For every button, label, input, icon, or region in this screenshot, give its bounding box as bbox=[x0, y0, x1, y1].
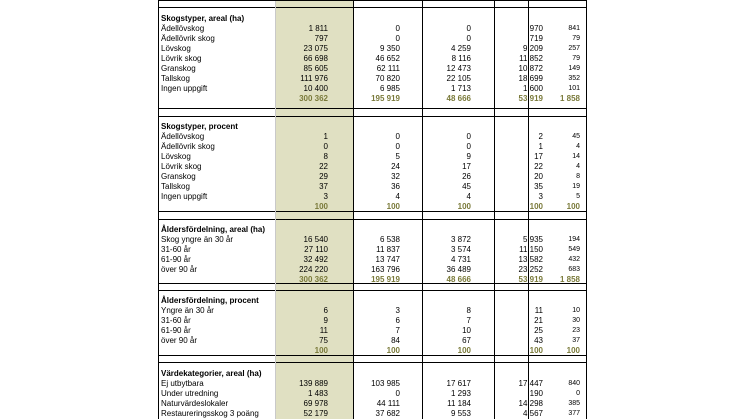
table-cell: 16 540 bbox=[303, 235, 328, 244]
table-cell: 62 111 bbox=[376, 64, 400, 73]
table-cell: 1 bbox=[323, 132, 328, 141]
table-cell: 1 293 bbox=[450, 389, 471, 398]
table-cell: 1 483 bbox=[307, 389, 328, 398]
total-cell: 195 919 bbox=[371, 94, 400, 103]
table-cell: 23 bbox=[572, 327, 580, 334]
table-cell: 45 bbox=[572, 133, 580, 140]
table-cell: 45 bbox=[462, 182, 471, 191]
table-cell: 26 bbox=[462, 172, 471, 181]
total-cell: 100 bbox=[457, 346, 471, 355]
table-cell: 36 489 bbox=[446, 265, 471, 274]
table-cell: 9 350 bbox=[379, 44, 400, 53]
table-cell: 0 bbox=[466, 142, 471, 151]
table-cell: 11 184 bbox=[447, 399, 471, 408]
total-cell: 300 362 bbox=[299, 275, 328, 284]
table-cell: 1 bbox=[538, 142, 543, 151]
row-label: Under utredning bbox=[161, 389, 219, 398]
section-title: Skogstyper, procent bbox=[161, 122, 238, 131]
table-cell: 190 bbox=[529, 389, 543, 398]
total-cell: 1 858 bbox=[559, 275, 580, 284]
table-cell: 27 110 bbox=[304, 245, 328, 254]
table-cell: 35 bbox=[534, 182, 543, 191]
table-cell: 24 bbox=[391, 162, 400, 171]
row-label: Granskog bbox=[161, 172, 196, 181]
row-label: Ingen uppgift bbox=[161, 84, 208, 93]
table-cell: 17 447 bbox=[518, 379, 543, 388]
section-title: Åldersfördelning, procent bbox=[161, 296, 259, 305]
table-cell: 11 bbox=[319, 326, 328, 335]
row-label: över 90 år bbox=[161, 336, 198, 345]
table-cell: 797 bbox=[314, 34, 328, 43]
section-separator-bottom bbox=[158, 219, 586, 220]
table-cell: 22 bbox=[319, 162, 328, 171]
table-cell: 11 bbox=[534, 306, 543, 315]
table-cell: 0 bbox=[395, 389, 400, 398]
table-cell: 7 bbox=[466, 316, 471, 325]
table-cell: 352 bbox=[568, 75, 580, 82]
column-border bbox=[586, 0, 587, 419]
table-cell: 4 567 bbox=[522, 409, 543, 418]
table-cell: 6 538 bbox=[379, 235, 400, 244]
table-cell: 3 bbox=[538, 192, 543, 201]
section-separator-bottom bbox=[158, 290, 586, 291]
total-cell: 100 bbox=[314, 346, 328, 355]
section-separator-top bbox=[158, 355, 586, 356]
section-title: Skogstyper, areal (ha) bbox=[161, 14, 245, 23]
table-cell: 163 796 bbox=[371, 265, 400, 274]
row-label: Granskog bbox=[161, 64, 196, 73]
table-cell: 22 bbox=[534, 162, 543, 171]
total-cell: 100 bbox=[529, 346, 543, 355]
table-cell: 32 bbox=[391, 172, 400, 181]
table-cell: 25 bbox=[534, 326, 543, 335]
table-cell: 719 bbox=[529, 34, 543, 43]
table-cell: 224 220 bbox=[299, 265, 328, 274]
table-cell: 9 bbox=[466, 152, 471, 161]
table-cell: 52 179 bbox=[303, 409, 328, 418]
table-cell: 6 bbox=[395, 316, 400, 325]
total-cell: 100 bbox=[457, 202, 471, 211]
table-cell: 37 bbox=[572, 337, 580, 344]
table-cell: 549 bbox=[568, 246, 580, 253]
table-cell: 84 bbox=[391, 336, 400, 345]
section-title: Värdekategorier, areal (ha) bbox=[161, 369, 262, 378]
row-label: Lövskog bbox=[161, 152, 191, 161]
table-cell: 683 bbox=[568, 266, 580, 273]
table-cell: 10 bbox=[572, 307, 580, 314]
section-title: Åldersfördelning, areal (ha) bbox=[161, 225, 266, 234]
table-cell: 0 bbox=[395, 142, 400, 151]
table-cell: 17 bbox=[462, 162, 471, 171]
section-separator-bottom bbox=[158, 362, 586, 363]
table-cell: 70 820 bbox=[375, 74, 400, 83]
table-cell: 85 605 bbox=[303, 64, 328, 73]
column-border bbox=[494, 0, 495, 419]
table-cell: 385 bbox=[568, 400, 580, 407]
total-cell: 195 919 bbox=[371, 275, 400, 284]
table-cell: 432 bbox=[568, 256, 580, 263]
table-cell: 7 bbox=[395, 326, 400, 335]
table-cell: 841 bbox=[568, 25, 580, 32]
table-cell: 23 252 bbox=[518, 265, 543, 274]
table-cell: 0 bbox=[576, 390, 580, 397]
table-cell: 103 985 bbox=[371, 379, 400, 388]
table-cell: 149 bbox=[568, 65, 580, 72]
row-label: Ej utbytbara bbox=[161, 379, 204, 388]
table-cell: 5 935 bbox=[522, 235, 543, 244]
table-cell: 1 713 bbox=[450, 84, 471, 93]
table-cell: 1 811 bbox=[308, 24, 328, 33]
total-cell: 48 666 bbox=[446, 94, 471, 103]
table-cell: 194 bbox=[568, 236, 580, 243]
table-cell: 3 bbox=[323, 192, 328, 201]
table-cell: 23 075 bbox=[303, 44, 328, 53]
table-cell: 3 872 bbox=[450, 235, 471, 244]
table-cell: 111 976 bbox=[300, 74, 328, 83]
table-cell: 10 872 bbox=[518, 64, 543, 73]
table-cell: 20 bbox=[534, 172, 543, 181]
row-label: Lövskog bbox=[161, 44, 191, 53]
row-label: Tallskog bbox=[161, 74, 190, 83]
table-cell: 8 bbox=[466, 306, 471, 315]
table-cell: 6 985 bbox=[379, 84, 400, 93]
table-cell: 8 bbox=[576, 173, 580, 180]
table-cell: 9 bbox=[323, 316, 328, 325]
row-label: Ädellövrik skog bbox=[161, 34, 215, 43]
table-cell: 17 bbox=[534, 152, 543, 161]
table-cell: 0 bbox=[323, 142, 328, 151]
table-cell: 43 bbox=[534, 336, 543, 345]
total-cell: 48 666 bbox=[446, 275, 471, 284]
row-label: Ingen uppgift bbox=[161, 192, 208, 201]
column-border-inner bbox=[275, 0, 276, 419]
table-cell: 11 837 bbox=[376, 245, 400, 254]
table-cell: 32 492 bbox=[303, 255, 328, 264]
table-cell: 11 150 bbox=[519, 245, 543, 254]
table-cell: 970 bbox=[529, 24, 543, 33]
row-label: Ädellövrik skog bbox=[161, 142, 215, 151]
table-cell: 9 209 bbox=[522, 44, 543, 53]
table-cell: 2 bbox=[538, 132, 543, 141]
row-label: 61-90 år bbox=[161, 255, 191, 264]
total-cell: 100 bbox=[386, 202, 400, 211]
table-cell: 8 116 bbox=[451, 54, 471, 63]
total-cell: 100 bbox=[566, 202, 580, 211]
table-cell: 21 bbox=[534, 316, 543, 325]
table-cell: 30 bbox=[572, 317, 580, 324]
total-cell: 100 bbox=[314, 202, 328, 211]
row-label: Naturvärdeslokaler bbox=[161, 399, 229, 408]
table-cell: 37 682 bbox=[375, 409, 400, 418]
table-cell: 79 bbox=[572, 35, 580, 42]
table-cell: 10 bbox=[462, 326, 471, 335]
table-cell: 66 698 bbox=[303, 54, 328, 63]
table-cell: 18 699 bbox=[518, 74, 543, 83]
table-cell: 3 574 bbox=[450, 245, 471, 254]
row-label: Ädellövskog bbox=[161, 132, 205, 141]
table-cell: 3 bbox=[395, 306, 400, 315]
table-cell: 22 105 bbox=[446, 74, 471, 83]
section-separator-bottom bbox=[158, 7, 586, 8]
table-cell: 4 259 bbox=[450, 44, 471, 53]
table-cell: 139 889 bbox=[299, 379, 328, 388]
table-cell: 46 652 bbox=[375, 54, 400, 63]
table-cell: 29 bbox=[319, 172, 328, 181]
table-cell: 0 bbox=[395, 24, 400, 33]
table-cell: 9 553 bbox=[450, 409, 471, 418]
row-label: Skog yngre än 30 år bbox=[161, 235, 234, 244]
section-separator-top bbox=[158, 211, 586, 212]
table-cell: 13 582 bbox=[518, 255, 543, 264]
total-cell: 300 362 bbox=[299, 94, 328, 103]
column-border bbox=[353, 0, 354, 419]
total-cell: 53 919 bbox=[518, 94, 543, 103]
row-label: Restaureringsskog 3 poäng bbox=[161, 409, 259, 418]
total-cell: 100 bbox=[386, 346, 400, 355]
table-cell: 0 bbox=[395, 34, 400, 43]
column-border bbox=[158, 0, 159, 419]
table-cell: 44 111 bbox=[376, 399, 400, 408]
table-cell: 0 bbox=[466, 34, 471, 43]
table-cell: 79 bbox=[572, 55, 580, 62]
row-label: Tallskog bbox=[161, 182, 190, 191]
table-cell: 17 617 bbox=[446, 379, 471, 388]
row-label: Lövrik skog bbox=[161, 54, 202, 63]
table-cell: 0 bbox=[395, 132, 400, 141]
section-separator-bottom bbox=[158, 116, 586, 117]
row-label: 31-60 år bbox=[161, 316, 191, 325]
table-cell: 14 298 bbox=[518, 399, 543, 408]
total-cell: 100 bbox=[529, 202, 543, 211]
total-cell: 1 858 bbox=[559, 94, 580, 103]
section-separator-top bbox=[158, 108, 586, 109]
table-cell: 10 400 bbox=[303, 84, 328, 93]
table-cell: 1 600 bbox=[522, 84, 543, 93]
column-border bbox=[422, 0, 423, 419]
table-cell: 4 bbox=[395, 192, 400, 201]
table-cell: 4 bbox=[466, 192, 471, 201]
table-cell: 12 473 bbox=[446, 64, 471, 73]
row-label: Yngre än 30 år bbox=[161, 306, 214, 315]
row-label: 61-90 år bbox=[161, 326, 191, 335]
table-cell: 257 bbox=[568, 45, 580, 52]
table-cell: 14 bbox=[572, 153, 580, 160]
table-cell: 4 bbox=[576, 163, 580, 170]
table-cell: 5 bbox=[576, 193, 580, 200]
table-cell: 69 978 bbox=[303, 399, 328, 408]
table-cell: 0 bbox=[466, 132, 471, 141]
total-cell: 100 bbox=[566, 346, 580, 355]
table-cell: 19 bbox=[572, 183, 580, 190]
table-cell: 101 bbox=[568, 85, 580, 92]
table-cell: 4 bbox=[576, 143, 580, 150]
table-cell: 8 bbox=[323, 152, 328, 161]
row-label: Ädellövskog bbox=[161, 24, 205, 33]
table-cell: 0 bbox=[466, 24, 471, 33]
table-cell: 377 bbox=[568, 410, 580, 417]
table-cell: 840 bbox=[568, 380, 580, 387]
table-cell: 37 bbox=[319, 182, 328, 191]
table-cell: 67 bbox=[462, 336, 471, 345]
table-cell: 6 bbox=[323, 306, 328, 315]
row-label: 31-60 år bbox=[161, 245, 191, 254]
table-cell: 75 bbox=[319, 336, 328, 345]
table-top-border bbox=[158, 0, 586, 1]
row-label: över 90 år bbox=[161, 265, 198, 274]
table-cell: 13 747 bbox=[375, 255, 400, 264]
table-cell: 11 852 bbox=[519, 54, 543, 63]
table-cell: 5 bbox=[395, 152, 400, 161]
table-cell: 36 bbox=[391, 182, 400, 191]
table-cell: 4 731 bbox=[450, 255, 471, 264]
row-label: Lövrik skog bbox=[161, 162, 202, 171]
total-cell: 53 919 bbox=[518, 275, 543, 284]
